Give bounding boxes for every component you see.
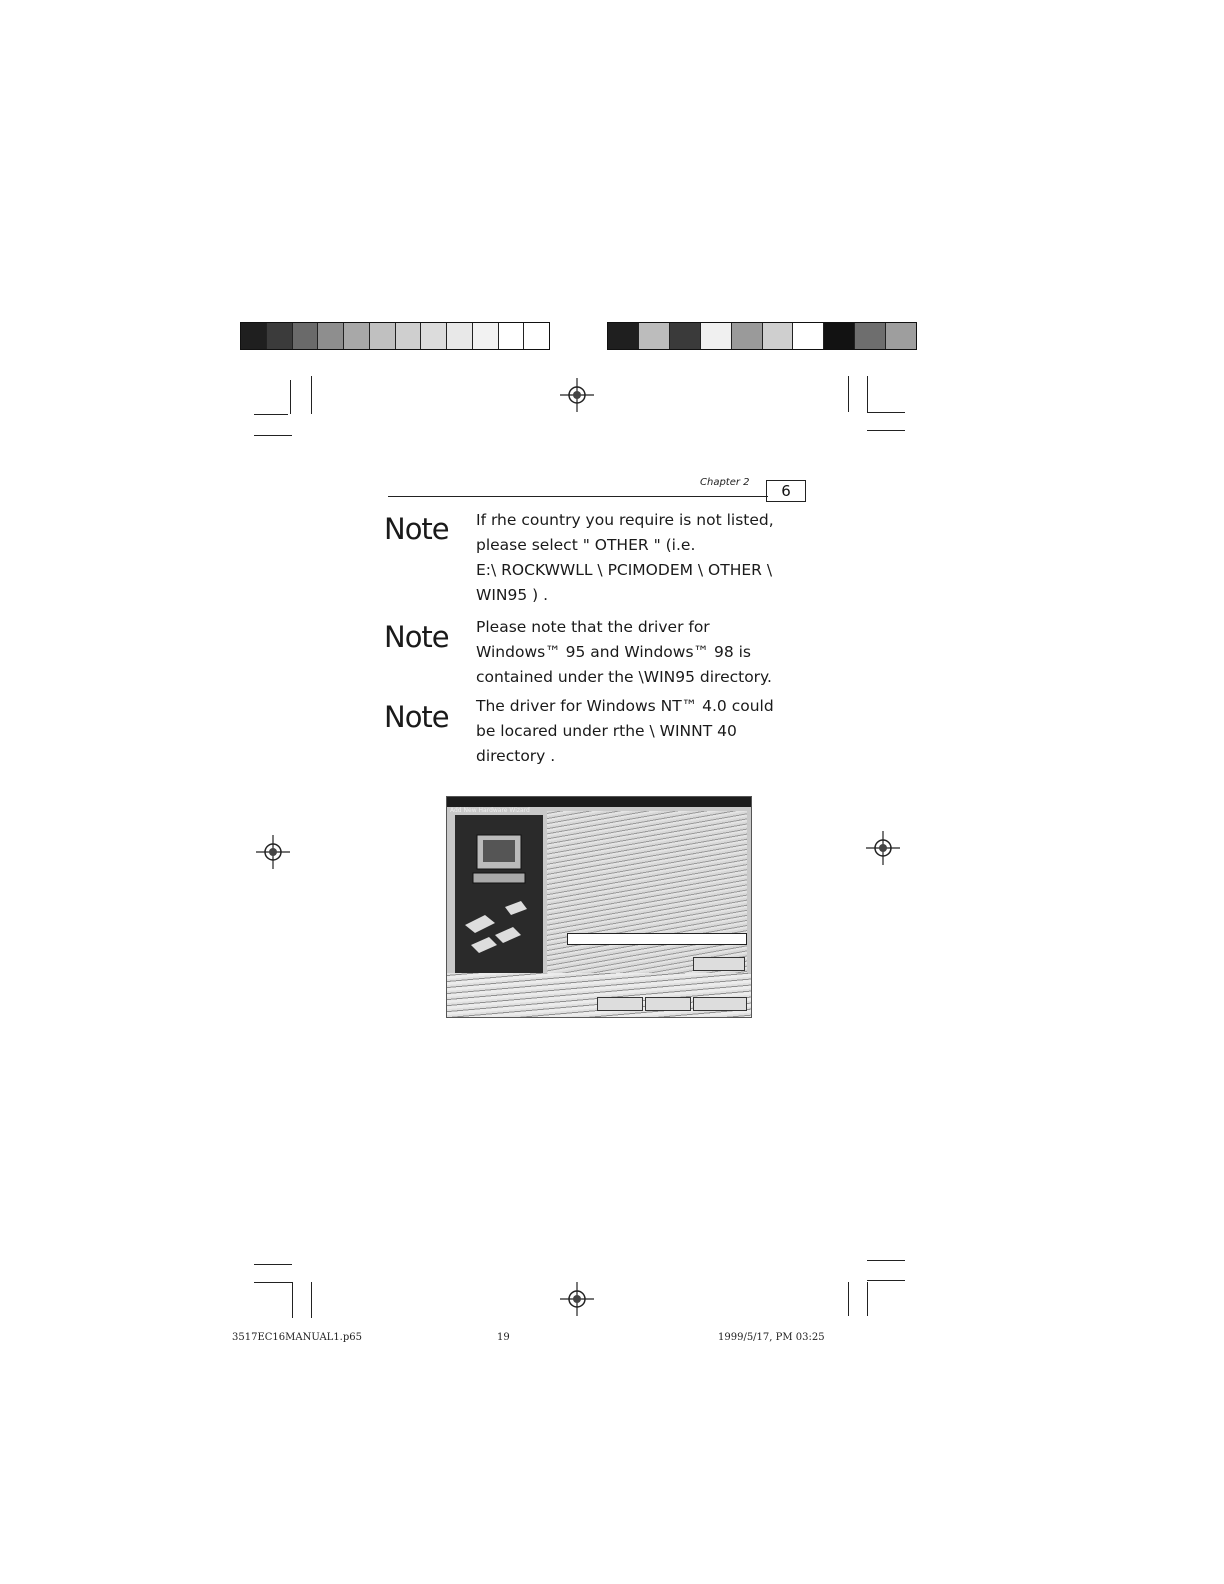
crop-mark	[254, 435, 292, 436]
crop-mark	[290, 380, 291, 414]
note-line: The driver for Windows NT™ 4.0 could	[476, 697, 774, 715]
color-swatch	[241, 323, 267, 349]
note-line: directory .	[476, 747, 556, 765]
computer-icon	[455, 815, 543, 973]
crop-mark	[867, 412, 905, 413]
color-swatch	[473, 323, 499, 349]
note-line: Please note that the driver for	[476, 618, 710, 636]
wizard-content	[547, 811, 747, 973]
note-line: Windows™ 95 and Windows™ 98 is	[476, 643, 752, 661]
crop-mark	[867, 1280, 905, 1281]
page-number: 6	[766, 480, 806, 502]
crop-mark	[311, 1282, 312, 1318]
note-line: contained under the \WIN95 directory.	[476, 668, 772, 686]
color-swatch	[396, 323, 422, 349]
color-swatch	[793, 323, 824, 349]
browse-button[interactable]	[693, 957, 745, 971]
color-swatch	[447, 323, 473, 349]
path-field[interactable]	[567, 933, 747, 945]
color-swatch	[499, 323, 525, 349]
wizard-title-bar	[447, 797, 751, 814]
color-swatch	[701, 323, 732, 349]
color-swatch	[293, 323, 319, 349]
color-swatch	[855, 323, 886, 349]
wizard-screenshot	[446, 796, 752, 1018]
color-swatch	[763, 323, 794, 349]
next-button[interactable]	[645, 997, 691, 1011]
color-swatch	[344, 323, 370, 349]
note-text	[476, 615, 796, 690]
note-line: If rhe country you require is not listed,	[476, 511, 774, 529]
wizard-side-image	[455, 815, 543, 973]
crop-mark	[867, 1282, 868, 1316]
crop-mark	[867, 430, 905, 431]
header-rule	[388, 496, 768, 497]
note-text	[476, 694, 796, 769]
crop-mark	[254, 414, 288, 415]
color-swatch	[421, 323, 447, 349]
note-label: Note	[384, 512, 449, 546]
wizard-title: Add New Hardware Wizard	[450, 807, 530, 814]
registration-mark-icon	[256, 835, 290, 869]
color-swatch	[318, 323, 344, 349]
crop-mark	[292, 1282, 293, 1318]
registration-mark-icon	[866, 831, 900, 865]
color-swatch	[824, 323, 855, 349]
note-label: Note	[384, 620, 449, 654]
crop-mark	[311, 376, 312, 414]
registration-mark-icon	[560, 378, 594, 412]
crop-mark	[254, 1264, 292, 1265]
color-swatch	[732, 323, 763, 349]
color-swatch	[670, 323, 701, 349]
footer-timestamp: 1999/5/17, PM 03:25	[718, 1332, 825, 1343]
crop-mark	[848, 1282, 849, 1316]
color-bar-left	[240, 322, 550, 350]
color-swatch	[886, 323, 916, 349]
color-swatch	[524, 323, 549, 349]
color-bar-right	[607, 322, 917, 350]
note-text	[476, 508, 796, 608]
crop-mark	[867, 1260, 905, 1261]
footer-filename: 3517EC16MANUAL1.p65	[232, 1332, 362, 1343]
color-swatch	[608, 323, 639, 349]
note-line: please select " OTHER " (i.e.	[476, 536, 696, 554]
back-button[interactable]	[597, 997, 643, 1011]
cancel-button[interactable]	[693, 997, 747, 1011]
color-swatch	[639, 323, 670, 349]
note-line: WIN95 ) .	[476, 586, 549, 604]
registration-mark-icon	[560, 1282, 594, 1316]
wizard-button-row	[447, 973, 751, 1018]
color-swatch	[370, 323, 396, 349]
crop-mark	[254, 1282, 292, 1283]
note-line: be locared under rthe \ WINNT 40	[476, 722, 737, 740]
note-line: E:\ ROCKWWLL \ PCIMODEM \ OTHER \	[476, 561, 773, 579]
crop-mark	[848, 376, 849, 412]
chapter-label: Chapter 2	[700, 477, 750, 488]
crop-mark	[867, 376, 868, 412]
color-swatch	[267, 323, 293, 349]
footer-sheet: 19	[497, 1332, 510, 1343]
note-label: Note	[384, 700, 449, 734]
